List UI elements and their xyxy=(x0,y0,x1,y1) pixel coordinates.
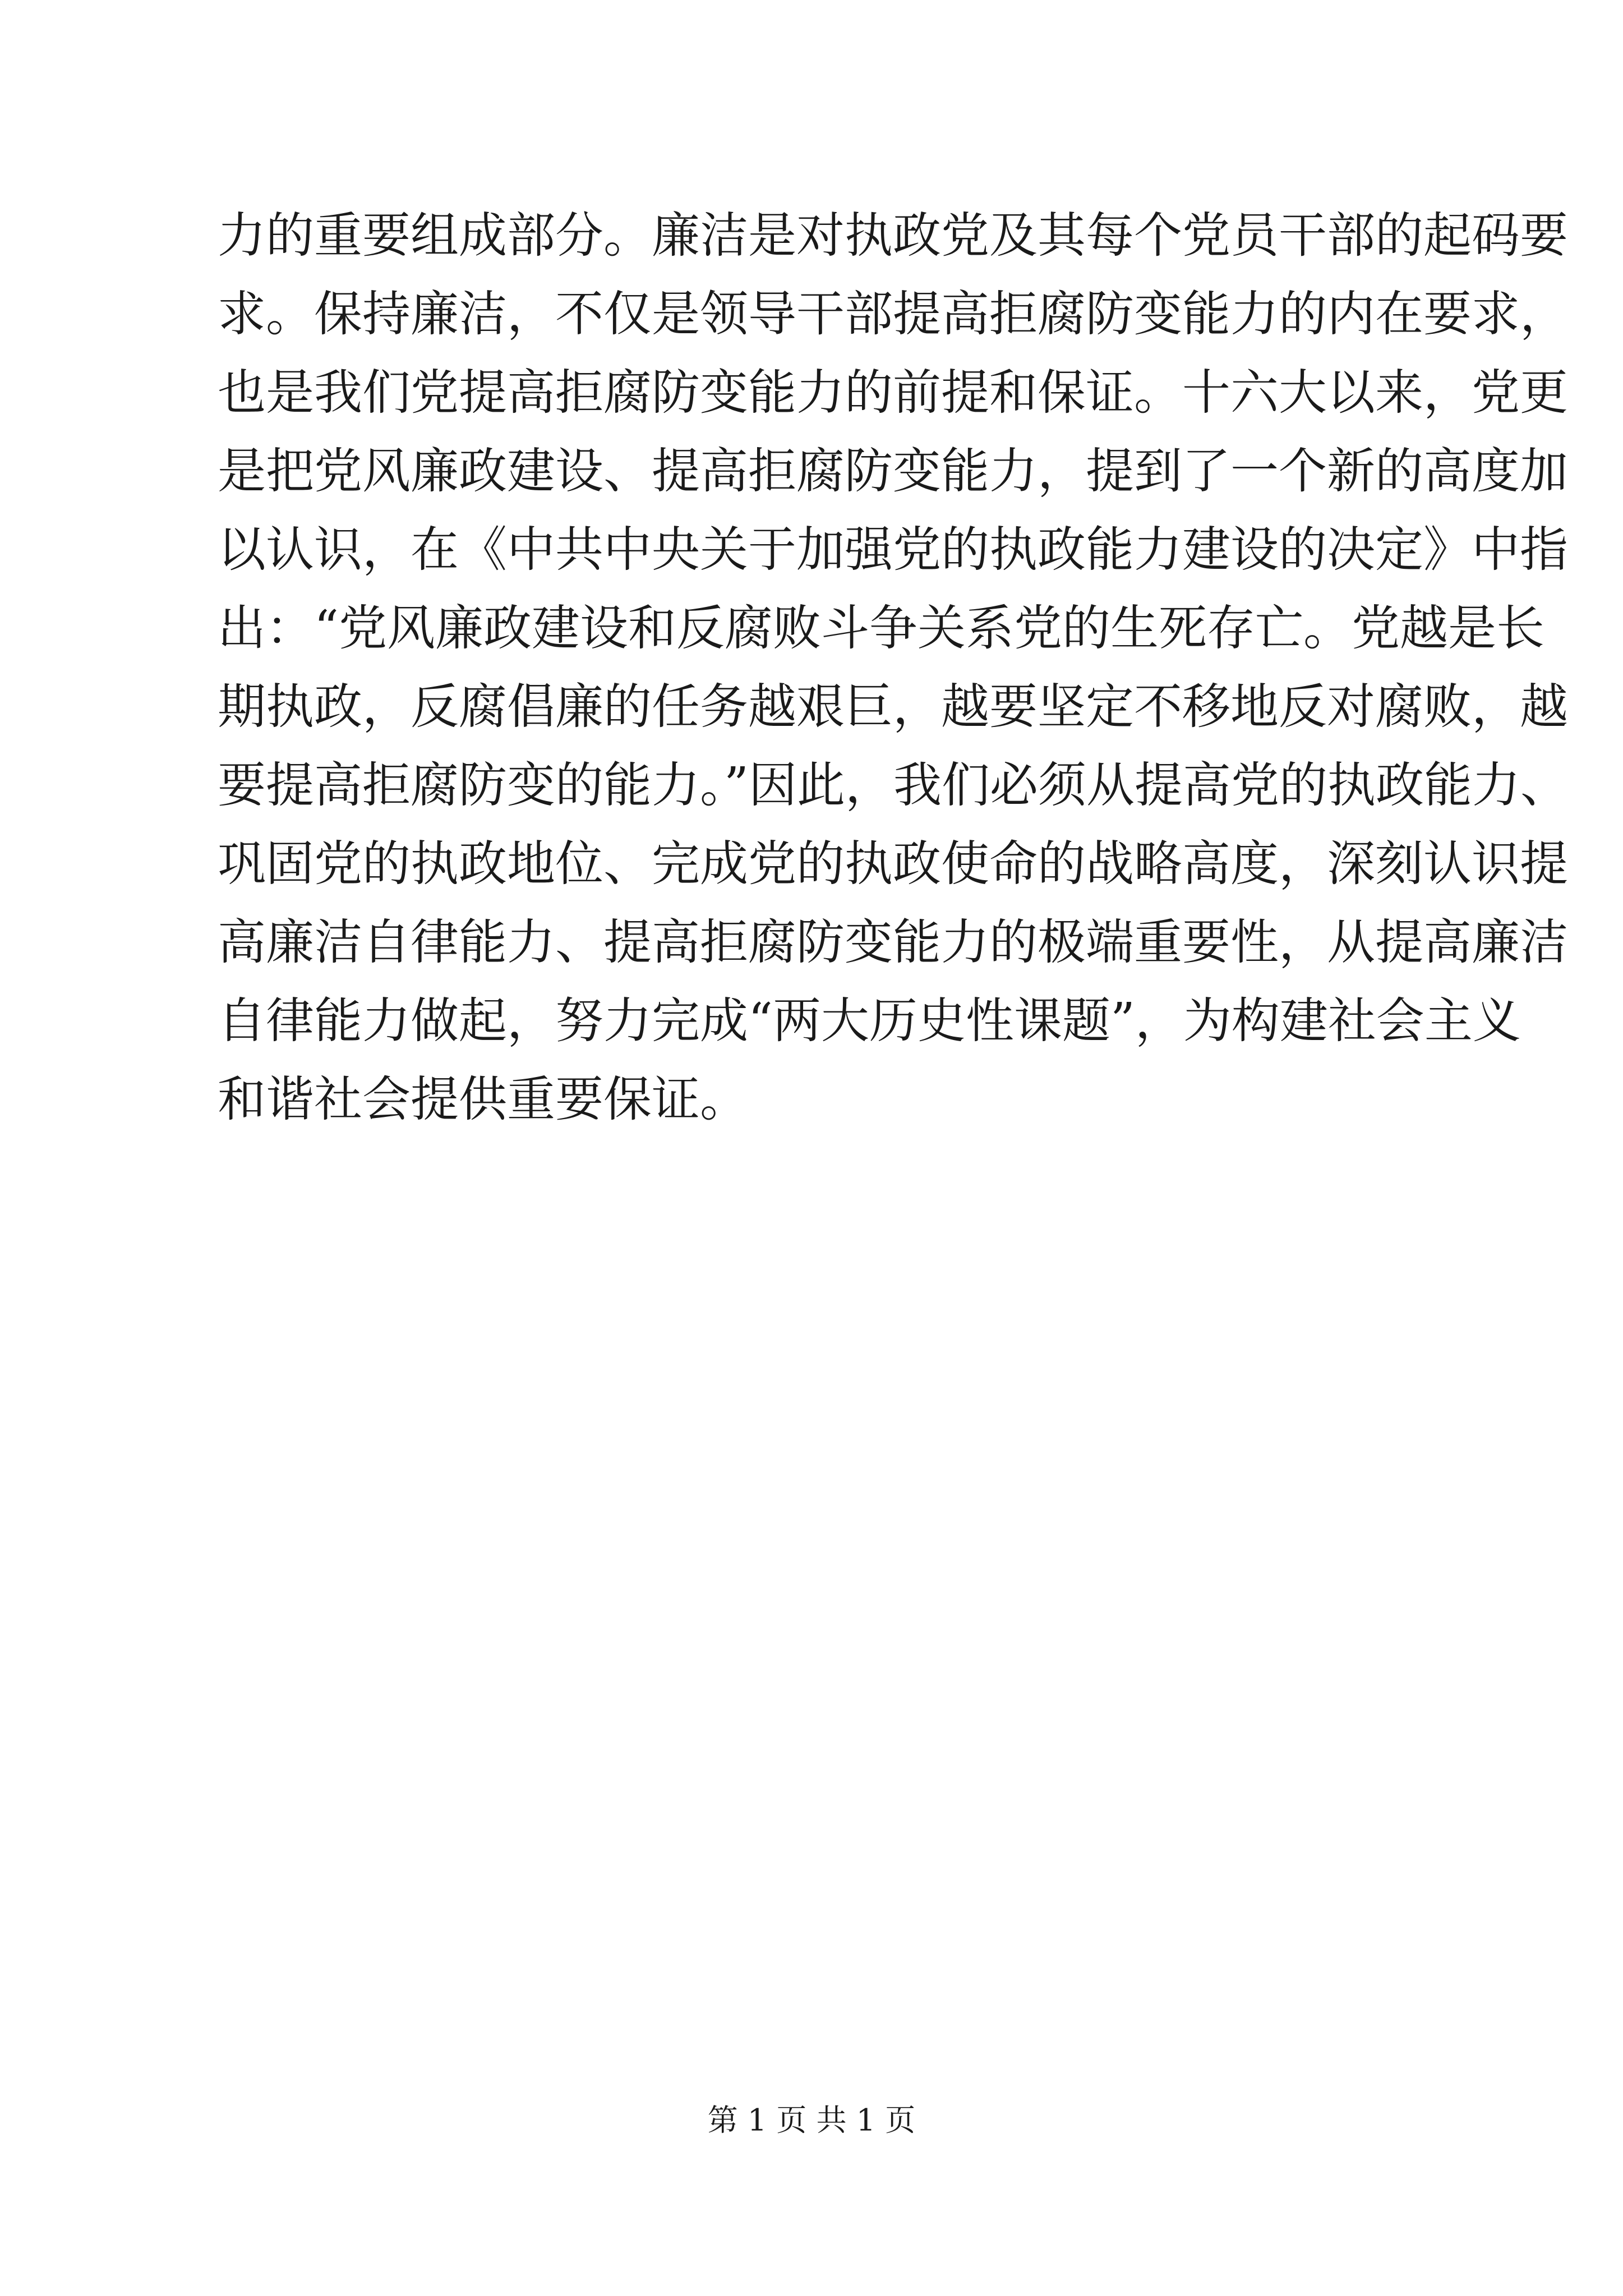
text-line: 是把党风廉政建设、提高拒腐防变能力，提到了一个新的高度加 xyxy=(218,443,1568,499)
text-line: 出：“党风廉政建设和反腐败斗争关系党的生死存亡。党越是长 xyxy=(218,600,1544,656)
text-line: 以认识，在《中共中央关于加强党的执政能力建设的决定》中指 xyxy=(218,522,1568,578)
text-line: 自律能力做起，努力完成“两大历史性课题”，为构建社会主义 xyxy=(218,993,1521,1049)
text-line: 和谐社会提供重要保证。 xyxy=(218,1071,748,1128)
text-line: 也是我们党提高拒腐防变能力的前提和保证。十六大以来，党更 xyxy=(218,365,1568,421)
body-paragraph xyxy=(218,196,1569,1139)
text-line: 巩固党的执政地位、完成党的执政使命的战略高度，深刻认识提 xyxy=(218,836,1568,892)
text-line: 要提高拒腐防变的能力。”因此，我们必须从提高党的执政能力、 xyxy=(218,757,1569,813)
text-line: 期执政，反腐倡廉的任务越艰巨，越要坚定不移地反对腐败，越 xyxy=(218,679,1568,735)
text-line: 求。保持廉洁，不仅是领导干部提高拒腐防变能力的内在要求， xyxy=(218,286,1568,342)
text-line: 高廉洁自律能力、提高拒腐防变能力的极端重要性，从提高廉洁 xyxy=(218,914,1568,970)
text-line: 力的重要组成部分。廉洁是对执政党及其每个党员干部的起码要 xyxy=(218,208,1568,264)
page-number-footer: 第 1 页 共 1 页 xyxy=(707,2102,916,2138)
